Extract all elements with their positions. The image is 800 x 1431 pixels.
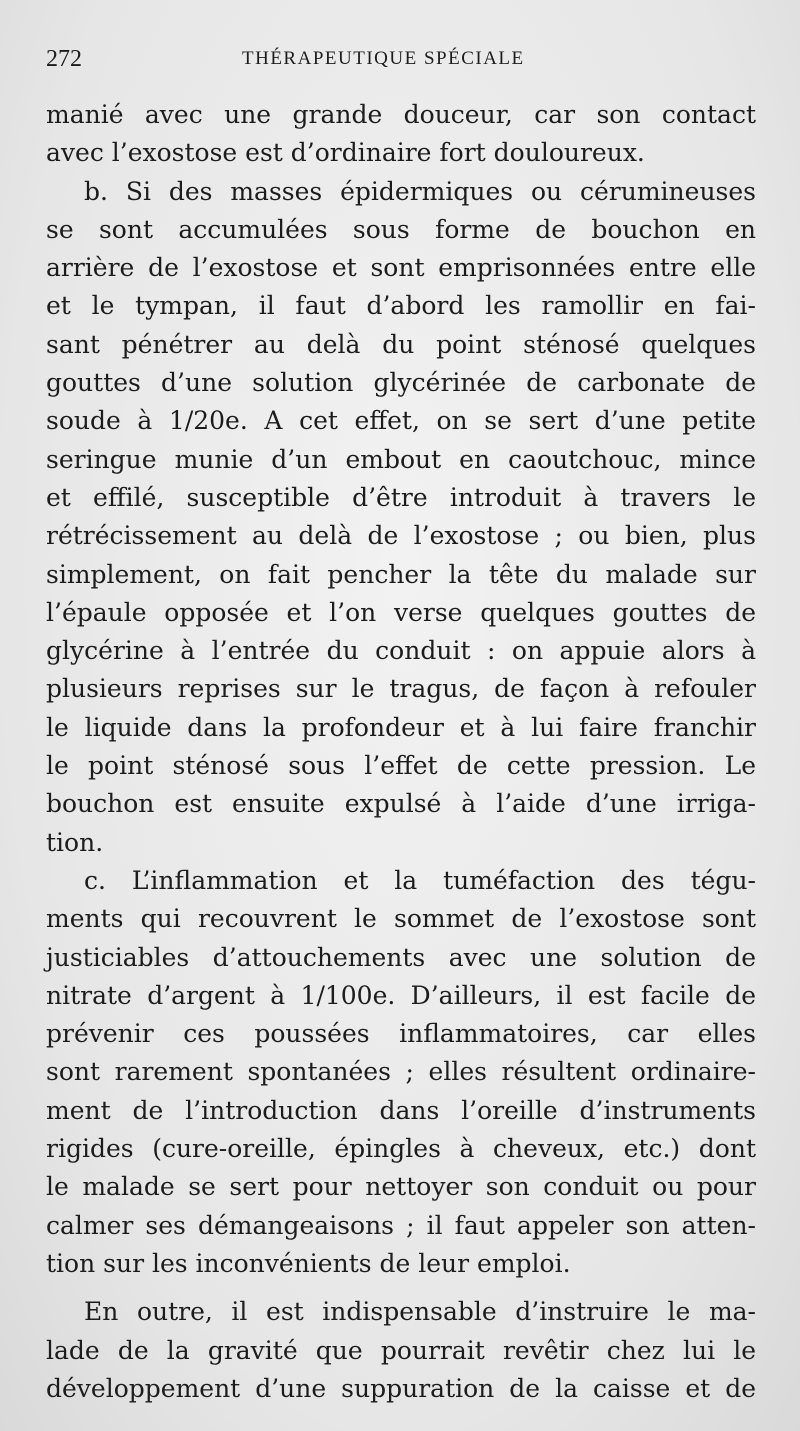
text-line: rigides (cure-oreille, épingles à cheveux, etc.) dont [46, 1134, 756, 1164]
text-line: b. Si des masses épidermiques ou cérumineuses [84, 176, 756, 206]
text-line: manié avec une grande douceur, car son contact [46, 100, 756, 129]
text-line: En outre, il est indispensable d’instruire le ma- [84, 1297, 756, 1327]
text-line: développement d’une suppuration de la caisse et de [46, 1373, 756, 1403]
text-line: le malade se sert pour nettoyer son conduit ou pour [46, 1172, 756, 1202]
text-line: plusieurs reprises sur le tragus, de façon à refouler [46, 674, 756, 704]
text-line: arrière de l’exostose et sont emprisonnées entre elle [46, 253, 756, 283]
text-line: rétrécissement au delà de l’exostose ; ou bien, plus [46, 521, 756, 551]
running-title: THÉRAPEUTIQUE SPÉCIALE [242, 48, 525, 69]
text-line: se sont accumulées sous forme de bouchon en [46, 214, 756, 244]
page-header [46, 46, 746, 76]
text-line: seringue munie d’un embout en caoutchouc, mince [46, 444, 756, 474]
text-line: le liquide dans la profondeur et à lui faire franchir [46, 712, 756, 742]
text-line: tion. [46, 827, 104, 857]
page-body [46, 96, 756, 1408]
paragraph-gap [46, 1283, 756, 1293]
text-line: simplement, on fait pencher la tête du malade sur [46, 559, 756, 589]
text-line: nitrate d’argent à 1/100e. D’ailleurs, il est facile de [46, 980, 756, 1010]
text-line: avec l’exostose est d’ordinaire fort douloureux. [46, 138, 645, 168]
text-line: justiciables d’attouchements avec une solution de [46, 942, 756, 972]
text-line: prévenir ces poussées inflammatoires, car elles [46, 1019, 756, 1049]
text-line: soude à 1/20e. A cet effet, on se sert d’une petite [46, 406, 756, 436]
text-line: glycérine à l’entrée du conduit : on appuie alors à [46, 636, 756, 666]
text-line: ments qui recouvrent le sommet de l’exostose sont [46, 904, 756, 934]
text-line: le point sténosé sous l’effet de cette pression. Le [46, 751, 756, 781]
text-line: calmer ses démangeaisons ; il faut appeler son atten- [46, 1210, 756, 1240]
text-line: et le tympan, il faut d’abord les ramollir en fai- [46, 291, 756, 321]
text-line: sant pénétrer au delà du point sténosé quelques [46, 329, 756, 359]
text-line: ment de l’introduction dans l’oreille d’instruments [46, 1095, 756, 1125]
text-line: tion sur les inconvénients de leur emploi. [46, 1248, 571, 1278]
text-line: gouttes d’une solution glycérinée de carbonate de [46, 368, 756, 398]
page-number: 272 [46, 46, 82, 72]
text-line: sont rarement spontanées ; elles résultent ordinaire- [46, 1057, 756, 1087]
text-line: lade de la gravité que pourrait revêtir chez lui le [46, 1335, 756, 1365]
text-line: l’épaule opposée et l’on verse quelques gouttes de [46, 597, 756, 627]
text-line: et effilé, susceptible d’être introduit à travers le [46, 482, 756, 512]
text-line: c. L’inflammation et la tuméfaction des tégu- [84, 865, 756, 895]
text-line: bouchon est ensuite expulsé à l’aide d’une irriga- [46, 789, 756, 819]
